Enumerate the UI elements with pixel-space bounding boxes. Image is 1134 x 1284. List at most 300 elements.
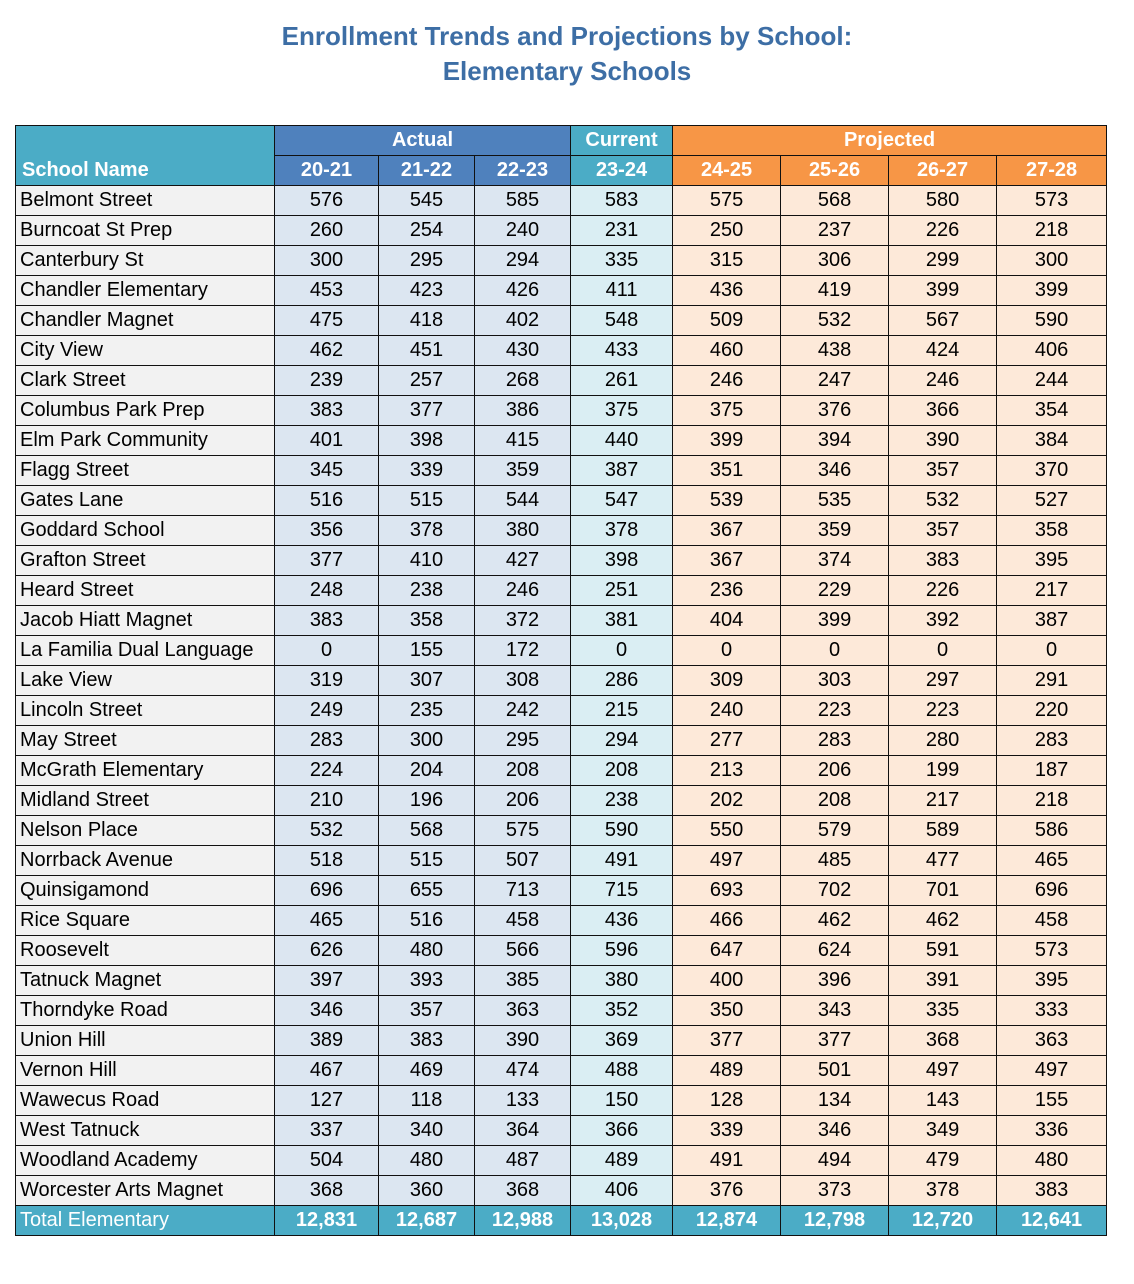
enrollment-cell: 351 — [673, 456, 781, 486]
enrollment-cell: 367 — [673, 516, 781, 546]
enrollment-cell: 392 — [889, 606, 997, 636]
enrollment-cell: 380 — [475, 516, 571, 546]
enrollment-cell: 389 — [275, 1026, 379, 1056]
table-row — [16, 846, 1107, 876]
enrollment-cell: 480 — [379, 1146, 475, 1176]
enrollment-cell: 248 — [275, 576, 379, 606]
enrollment-cell: 647 — [673, 936, 781, 966]
enrollment-cell: 585 — [475, 186, 571, 216]
school-name-cell: Goddard School — [16, 516, 275, 546]
enrollment-cell: 240 — [673, 696, 781, 726]
title-line-1: Enrollment Trends and Projections by School: — [281, 21, 853, 51]
enrollment-cell: 390 — [889, 426, 997, 456]
enrollment-cell: 359 — [781, 516, 889, 546]
enrollment-cell: 377 — [379, 396, 475, 426]
group-header-projected: Projected — [673, 126, 1107, 156]
enrollment-cell: 346 — [781, 456, 889, 486]
enrollment-cell: 591 — [889, 936, 997, 966]
enrollment-cell: 406 — [571, 1176, 673, 1206]
enrollment-cell: 383 — [275, 396, 379, 426]
enrollment-cell: 573 — [997, 936, 1107, 966]
enrollment-cell: 368 — [275, 1176, 379, 1206]
table-row — [16, 756, 1107, 786]
enrollment-cell: 261 — [571, 366, 673, 396]
enrollment-cell: 254 — [379, 216, 475, 246]
enrollment-cell: 187 — [997, 756, 1107, 786]
school-name-cell: Thorndyke Road — [16, 996, 275, 1026]
enrollment-cell: 277 — [673, 726, 781, 756]
enrollment-cell: 213 — [673, 756, 781, 786]
enrollment-cell: 236 — [673, 576, 781, 606]
school-name-cell: Jacob Hiatt Magnet — [16, 606, 275, 636]
school-name-cell: City View — [16, 336, 275, 366]
enrollment-cell: 479 — [889, 1146, 997, 1176]
enrollment-cell: 507 — [475, 846, 571, 876]
table-row — [16, 486, 1107, 516]
school-name-cell: Union Hill — [16, 1026, 275, 1056]
enrollment-cell: 576 — [275, 186, 379, 216]
enrollment-cell: 307 — [379, 666, 475, 696]
table-row — [16, 1026, 1107, 1056]
enrollment-cell: 345 — [275, 456, 379, 486]
enrollment-cell: 491 — [571, 846, 673, 876]
enrollment-cell: 497 — [673, 846, 781, 876]
enrollment-cell: 260 — [275, 216, 379, 246]
enrollment-cell: 515 — [379, 846, 475, 876]
table-row — [16, 1086, 1107, 1116]
enrollment-cell: 399 — [997, 276, 1107, 306]
enrollment-cell: 315 — [673, 246, 781, 276]
enrollment-cell: 0 — [275, 636, 379, 666]
enrollment-cell: 387 — [997, 606, 1107, 636]
enrollment-cell: 319 — [275, 666, 379, 696]
enrollment-cell: 398 — [571, 546, 673, 576]
enrollment-cell: 336 — [997, 1116, 1107, 1146]
enrollment-cell: 0 — [571, 636, 673, 666]
table-row — [16, 246, 1107, 276]
enrollment-cell: 430 — [475, 336, 571, 366]
enrollment-cell: 335 — [889, 996, 997, 1026]
enrollment-cell: 535 — [781, 486, 889, 516]
enrollment-cell: 368 — [475, 1176, 571, 1206]
enrollment-cell: 375 — [673, 396, 781, 426]
enrollment-cell: 575 — [475, 816, 571, 846]
enrollment-cell: 427 — [475, 546, 571, 576]
enrollment-cell: 299 — [889, 246, 997, 276]
enrollment-cell: 384 — [997, 426, 1107, 456]
enrollment-cell: 339 — [673, 1116, 781, 1146]
enrollment-cell: 309 — [673, 666, 781, 696]
enrollment-cell: 475 — [275, 306, 379, 336]
table-row — [16, 906, 1107, 936]
school-name-cell: Heard Street — [16, 576, 275, 606]
enrollment-cell: 346 — [275, 996, 379, 1026]
school-name-cell: Grafton Street — [16, 546, 275, 576]
enrollment-cell: 438 — [781, 336, 889, 366]
enrollment-cell: 466 — [673, 906, 781, 936]
enrollment-cell: 249 — [275, 696, 379, 726]
enrollment-cell: 696 — [275, 876, 379, 906]
enrollment-cell: 436 — [571, 906, 673, 936]
enrollment-cell: 155 — [997, 1086, 1107, 1116]
group-header-actual: Actual — [275, 126, 571, 156]
enrollment-cell: 268 — [475, 366, 571, 396]
enrollment-cell: 701 — [889, 876, 997, 906]
enrollment-cell: 226 — [889, 216, 997, 246]
enrollment-cell: 391 — [889, 966, 997, 996]
year-header: 25-26 — [781, 156, 889, 186]
page-title — [0, 0, 1134, 107]
enrollment-cell: 133 — [475, 1086, 571, 1116]
enrollment-cell: 693 — [673, 876, 781, 906]
enrollment-cell: 378 — [889, 1176, 997, 1206]
enrollment-cell: 702 — [781, 876, 889, 906]
enrollment-cell: 364 — [475, 1116, 571, 1146]
enrollment-cell: 373 — [781, 1176, 889, 1206]
total-row — [16, 1206, 1107, 1236]
enrollment-cell: 715 — [571, 876, 673, 906]
enrollment-cell: 469 — [379, 1056, 475, 1086]
school-name-cell: Woodland Academy — [16, 1146, 275, 1176]
enrollment-cell: 399 — [673, 426, 781, 456]
enrollment-cell: 340 — [379, 1116, 475, 1146]
enrollment-cell: 210 — [275, 786, 379, 816]
enrollment-cell: 0 — [781, 636, 889, 666]
enrollment-cell: 480 — [379, 936, 475, 966]
enrollment-cell: 208 — [781, 786, 889, 816]
enrollment-cell: 283 — [997, 726, 1107, 756]
group-header-row — [16, 126, 1107, 156]
enrollment-cell: 297 — [889, 666, 997, 696]
enrollment-cell: 583 — [571, 186, 673, 216]
enrollment-cell: 589 — [889, 816, 997, 846]
school-name-cell: West Tatnuck — [16, 1116, 275, 1146]
enrollment-cell: 240 — [475, 216, 571, 246]
enrollment-cell: 226 — [889, 576, 997, 606]
enrollment-cell: 295 — [475, 726, 571, 756]
enrollment-cell: 246 — [673, 366, 781, 396]
enrollment-cell: 134 — [781, 1086, 889, 1116]
enrollment-cell: 465 — [997, 846, 1107, 876]
enrollment-cell: 238 — [571, 786, 673, 816]
enrollment-cell: 196 — [379, 786, 475, 816]
enrollment-cell: 489 — [571, 1146, 673, 1176]
enrollment-cell: 487 — [475, 1146, 571, 1176]
school-name-cell: La Familia Dual Language — [16, 636, 275, 666]
enrollment-cell: 713 — [475, 876, 571, 906]
enrollment-cell: 383 — [889, 546, 997, 576]
enrollment-cell: 579 — [781, 816, 889, 846]
table-row — [16, 936, 1107, 966]
enrollment-cell: 244 — [997, 366, 1107, 396]
enrollment-cell: 208 — [571, 756, 673, 786]
enrollment-cell: 204 — [379, 756, 475, 786]
enrollment-cell: 223 — [781, 696, 889, 726]
enrollment-cell: 451 — [379, 336, 475, 366]
enrollment-cell: 566 — [475, 936, 571, 966]
enrollment-cell: 366 — [571, 1116, 673, 1146]
enrollment-cell: 567 — [889, 306, 997, 336]
enrollment-cell: 257 — [379, 366, 475, 396]
year-header: 27-28 — [997, 156, 1107, 186]
total-value-cell: 12,687 — [379, 1206, 475, 1236]
school-name-cell: Columbus Park Prep — [16, 396, 275, 426]
school-name-cell: Lake View — [16, 666, 275, 696]
enrollment-cell: 217 — [889, 786, 997, 816]
enrollment-cell: 127 — [275, 1086, 379, 1116]
enrollment-cell: 128 — [673, 1086, 781, 1116]
enrollment-cell: 372 — [475, 606, 571, 636]
enrollment-cell: 410 — [379, 546, 475, 576]
year-header: 23-24 — [571, 156, 673, 186]
school-name-cell: Quinsigamond — [16, 876, 275, 906]
total-value-cell: 12,798 — [781, 1206, 889, 1236]
enrollment-cell: 494 — [781, 1146, 889, 1176]
enrollment-cell: 352 — [571, 996, 673, 1026]
enrollment-cell: 335 — [571, 246, 673, 276]
enrollment-cell: 532 — [889, 486, 997, 516]
enrollment-cell: 590 — [571, 816, 673, 846]
enrollment-cell: 356 — [275, 516, 379, 546]
enrollment-cell: 357 — [889, 456, 997, 486]
school-name-cell: Chandler Magnet — [16, 306, 275, 336]
total-value-cell: 12,874 — [673, 1206, 781, 1236]
enrollment-cell: 398 — [379, 426, 475, 456]
school-name-cell: May Street — [16, 726, 275, 756]
enrollment-cell: 306 — [781, 246, 889, 276]
enrollment-cell: 218 — [997, 786, 1107, 816]
total-value-cell: 12,988 — [475, 1206, 571, 1236]
enrollment-cell: 357 — [379, 996, 475, 1026]
table-row — [16, 546, 1107, 576]
enrollment-cell: 357 — [889, 516, 997, 546]
school-name-cell: Chandler Elementary — [16, 276, 275, 306]
enrollment-cell: 387 — [571, 456, 673, 486]
enrollment-cell: 378 — [379, 516, 475, 546]
enrollment-cell: 360 — [379, 1176, 475, 1206]
enrollment-cell: 206 — [475, 786, 571, 816]
school-name-cell: Canterbury St — [16, 246, 275, 276]
enrollment-cell: 280 — [889, 726, 997, 756]
year-header: 22-23 — [475, 156, 571, 186]
year-header: 21-22 — [379, 156, 475, 186]
enrollment-cell: 527 — [997, 486, 1107, 516]
table-row — [16, 576, 1107, 606]
enrollment-cell: 395 — [997, 546, 1107, 576]
table-row — [16, 456, 1107, 486]
enrollment-cell: 339 — [379, 456, 475, 486]
enrollment-cell: 467 — [275, 1056, 379, 1086]
enrollment-cell: 380 — [571, 966, 673, 996]
school-name-cell: Worcester Arts Magnet — [16, 1176, 275, 1206]
school-name-cell: Clark Street — [16, 366, 275, 396]
enrollment-cell: 0 — [997, 636, 1107, 666]
total-value-cell: 13,028 — [571, 1206, 673, 1236]
enrollment-cell: 385 — [475, 966, 571, 996]
enrollment-cell: 250 — [673, 216, 781, 246]
enrollment-cell: 358 — [997, 516, 1107, 546]
school-name-cell: Roosevelt — [16, 936, 275, 966]
school-name-cell: Lincoln Street — [16, 696, 275, 726]
group-header-current: Current — [571, 126, 673, 156]
school-name-cell: Belmont Street — [16, 186, 275, 216]
enrollment-cell: 350 — [673, 996, 781, 1026]
total-value-cell: 12,831 — [275, 1206, 379, 1236]
enrollment-cell: 354 — [997, 396, 1107, 426]
table-row — [16, 786, 1107, 816]
enrollment-cell: 399 — [781, 606, 889, 636]
enrollment-cell: 199 — [889, 756, 997, 786]
enrollment-cell: 235 — [379, 696, 475, 726]
enrollment-cell: 343 — [781, 996, 889, 1026]
enrollment-cell: 283 — [781, 726, 889, 756]
enrollment-cell: 381 — [571, 606, 673, 636]
enrollment-cell: 477 — [889, 846, 997, 876]
enrollment-cell: 497 — [997, 1056, 1107, 1086]
enrollment-cell: 460 — [673, 336, 781, 366]
enrollment-cell: 286 — [571, 666, 673, 696]
year-header: 24-25 — [673, 156, 781, 186]
table-row — [16, 1146, 1107, 1176]
enrollment-cell: 333 — [997, 996, 1107, 1026]
enrollment-cell: 208 — [475, 756, 571, 786]
enrollment-cell: 406 — [997, 336, 1107, 366]
enrollment-cell: 370 — [997, 456, 1107, 486]
enrollment-cell: 0 — [889, 636, 997, 666]
enrollment-cell: 363 — [997, 1026, 1107, 1056]
school-name-cell: Burncoat St Prep — [16, 216, 275, 246]
year-header: 20-21 — [275, 156, 379, 186]
enrollment-cell: 172 — [475, 636, 571, 666]
enrollment-cell: 220 — [997, 696, 1107, 726]
enrollment-cell: 550 — [673, 816, 781, 846]
enrollment-cell: 532 — [275, 816, 379, 846]
enrollment-cell: 400 — [673, 966, 781, 996]
enrollment-cell: 294 — [571, 726, 673, 756]
table-row — [16, 726, 1107, 756]
school-name-cell: Vernon Hill — [16, 1056, 275, 1086]
total-label: Total Elementary — [16, 1206, 275, 1236]
enrollment-cell: 489 — [673, 1056, 781, 1086]
enrollment-cell: 376 — [673, 1176, 781, 1206]
enrollment-cell: 518 — [275, 846, 379, 876]
enrollment-cell: 390 — [475, 1026, 571, 1056]
enrollment-cell: 224 — [275, 756, 379, 786]
school-name-cell: Gates Lane — [16, 486, 275, 516]
enrollment-cell: 239 — [275, 366, 379, 396]
table-row — [16, 876, 1107, 906]
enrollment-cell: 573 — [997, 186, 1107, 216]
enrollment-cell: 294 — [475, 246, 571, 276]
enrollment-cell: 626 — [275, 936, 379, 966]
enrollment-cell: 624 — [781, 936, 889, 966]
enrollment-cell: 383 — [379, 1026, 475, 1056]
enrollment-cell: 300 — [379, 726, 475, 756]
enrollment-cell: 458 — [475, 906, 571, 936]
enrollment-cell: 386 — [475, 396, 571, 426]
enrollment-cell: 544 — [475, 486, 571, 516]
school-name-cell: Norrback Avenue — [16, 846, 275, 876]
table-row — [16, 366, 1107, 396]
enrollment-cell: 440 — [571, 426, 673, 456]
title-line-2: Elementary Schools — [442, 56, 692, 86]
enrollment-cell: 368 — [889, 1026, 997, 1056]
enrollment-cell: 303 — [781, 666, 889, 696]
enrollment-cell: 596 — [571, 936, 673, 966]
enrollment-cell: 501 — [781, 1056, 889, 1086]
enrollment-cell: 118 — [379, 1086, 475, 1116]
table-row — [16, 1056, 1107, 1086]
table-row — [16, 666, 1107, 696]
enrollment-cell: 568 — [379, 816, 475, 846]
enrollment-cell: 223 — [889, 696, 997, 726]
table-row — [16, 396, 1107, 426]
enrollment-cell: 491 — [673, 1146, 781, 1176]
enrollment-cell: 424 — [889, 336, 997, 366]
enrollment-cell: 586 — [997, 816, 1107, 846]
school-name-header: School Name — [16, 126, 275, 186]
enrollment-cell: 433 — [571, 336, 673, 366]
enrollment-cell: 367 — [673, 546, 781, 576]
enrollment-cell: 462 — [275, 336, 379, 366]
enrollment-cell: 378 — [571, 516, 673, 546]
enrollment-cell: 516 — [275, 486, 379, 516]
enrollment-cell: 376 — [781, 396, 889, 426]
enrollment-cell: 349 — [889, 1116, 997, 1146]
enrollment-cell: 453 — [275, 276, 379, 306]
table-body — [16, 186, 1107, 1236]
enrollment-cell: 217 — [997, 576, 1107, 606]
school-name-cell: Rice Square — [16, 906, 275, 936]
enrollment-cell: 337 — [275, 1116, 379, 1146]
enrollment-cell: 419 — [781, 276, 889, 306]
enrollment-cell: 346 — [781, 1116, 889, 1146]
enrollment-cell: 458 — [997, 906, 1107, 936]
enrollment-cell: 393 — [379, 966, 475, 996]
table-row — [16, 426, 1107, 456]
total-value-cell: 12,720 — [889, 1206, 997, 1236]
enrollment-cell: 251 — [571, 576, 673, 606]
enrollment-cell: 580 — [889, 186, 997, 216]
enrollment-cell: 655 — [379, 876, 475, 906]
enrollment-cell: 395 — [997, 966, 1107, 996]
enrollment-cell: 383 — [997, 1176, 1107, 1206]
enrollment-cell: 488 — [571, 1056, 673, 1086]
enrollment-cell: 480 — [997, 1146, 1107, 1176]
enrollment-cell: 504 — [275, 1146, 379, 1176]
enrollment-cell: 411 — [571, 276, 673, 306]
school-name-cell: Flagg Street — [16, 456, 275, 486]
year-header: 26-27 — [889, 156, 997, 186]
enrollment-cell: 426 — [475, 276, 571, 306]
enrollment-cell: 394 — [781, 426, 889, 456]
enrollment-cell: 568 — [781, 186, 889, 216]
enrollment-cell: 238 — [379, 576, 475, 606]
school-name-cell: McGrath Elementary — [16, 756, 275, 786]
table-row — [16, 966, 1107, 996]
school-name-cell: Nelson Place — [16, 816, 275, 846]
enrollment-cell: 415 — [475, 426, 571, 456]
enrollment-cell: 532 — [781, 306, 889, 336]
enrollment-cell: 696 — [997, 876, 1107, 906]
enrollment-cell: 150 — [571, 1086, 673, 1116]
enrollment-cell: 436 — [673, 276, 781, 306]
enrollment-cell: 143 — [889, 1086, 997, 1116]
enrollment-cell: 291 — [997, 666, 1107, 696]
enrollment-cell: 547 — [571, 486, 673, 516]
enrollment-cell: 300 — [275, 246, 379, 276]
enrollment-cell: 246 — [475, 576, 571, 606]
